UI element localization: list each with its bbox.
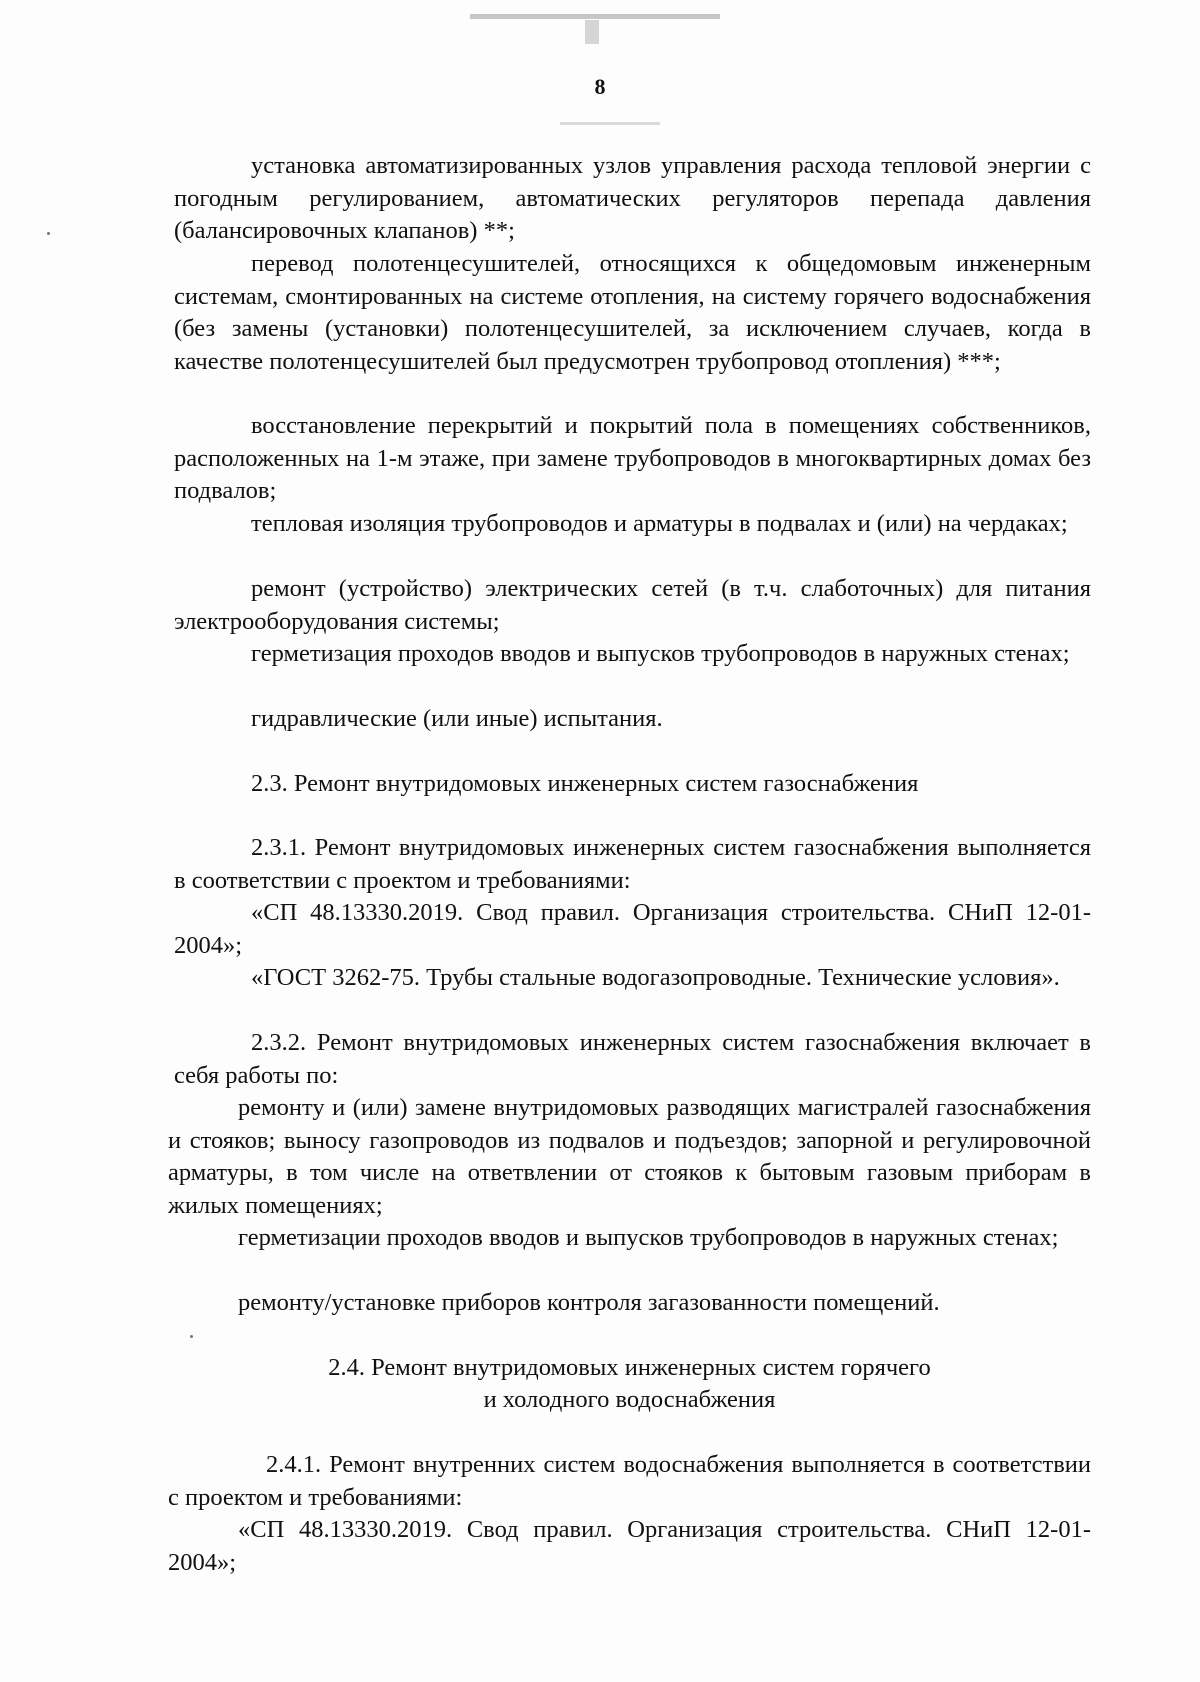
scan-smudge	[560, 122, 660, 125]
section-heading-2-4-continued: и холодного водоснабжения	[483, 1386, 776, 1413]
list-item: ремонту и (или) замене внутридомовых разводящих магистралей газоснабжения и стояков; выносу газопроводов из подвалов и подъездов; запорной и регулировочной арматуры, в том числе на ответвлении от стояков к бытовым газовым приборам в жилых помещениях;	[168, 1094, 1091, 1219]
scan-dot	[190, 1335, 193, 1338]
paragraph-2-3-2: 2.3.2. Ремонт внутридомовых инженерных систем газоснабжения включает в себя работы по:	[174, 1029, 1091, 1089]
list-item: герметизация проходов вводов и выпусков трубопроводов в наружных стенах;	[251, 640, 1070, 667]
list-item: гидравлические (или иные) испытания.	[251, 705, 663, 732]
list-item: перевод полотенцесушителей, относящихся к общедомовым инженерным системам, смонтированных на системе отопления, на систему горячего водоснабжения (без замены (установки) полотенцесушителей, за исключением случаев, когда в качестве полотенцесушителей был предусмотрен трубопровод отопления) ***;	[174, 250, 1091, 375]
section-heading-2-4: 2.4. Ремонт внутридомовых инженерных систем горячего	[328, 1354, 931, 1381]
section-heading-2-3: 2.3. Ремонт внутридомовых инженерных систем газоснабжения	[251, 770, 919, 797]
scan-dot	[47, 232, 50, 235]
paragraph-2-4-1: 2.4.1. Ремонт внутренних систем водоснабжения выполняется в соответствии с проектом и требованиями:	[168, 1451, 1091, 1511]
page-number: 8	[594, 74, 606, 99]
standard-reference: «СП 48.13330.2019. Свод правил. Организация строительства. СНиП 12-01-2004»;	[168, 1516, 1091, 1576]
standard-reference: «СП 48.13330.2019. Свод правил. Организация строительства. СНиП 12-01-2004»;	[174, 899, 1091, 959]
scan-smudge	[585, 20, 599, 44]
list-item: восстановление перекрытий и покрытий пола в помещениях собственников, расположенных на 1-м этаже, при замене трубопроводов в многоквартирных домах без подвалов;	[174, 412, 1091, 504]
list-item: тепловая изоляция трубопроводов и арматуры в подвалах и (или) на чердаках;	[251, 510, 1068, 537]
list-item: ремонт (устройство) электрических сетей (в т.ч. слаботочных) для питания электрооборудования системы;	[174, 575, 1091, 635]
standard-reference: «ГОСТ 3262-75. Трубы стальные водогазопроводные. Технические условия».	[251, 964, 1060, 991]
scan-smudge	[470, 14, 720, 19]
list-item: ремонту/установке приборов контроля загазованности помещений.	[238, 1289, 940, 1316]
list-item: установка автоматизированных узлов управления расхода тепловой энергии с погодным регулированием, автоматических регуляторов перепада давления (балансировочных клапанов) **;	[174, 152, 1091, 244]
list-item: герметизации проходов вводов и выпусков трубопроводов в наружных стенах;	[238, 1224, 1059, 1251]
paragraph-2-3-1: 2.3.1. Ремонт внутридомовых инженерных систем газоснабжения выполняется в соответствии с проектом и требованиями:	[174, 834, 1091, 894]
